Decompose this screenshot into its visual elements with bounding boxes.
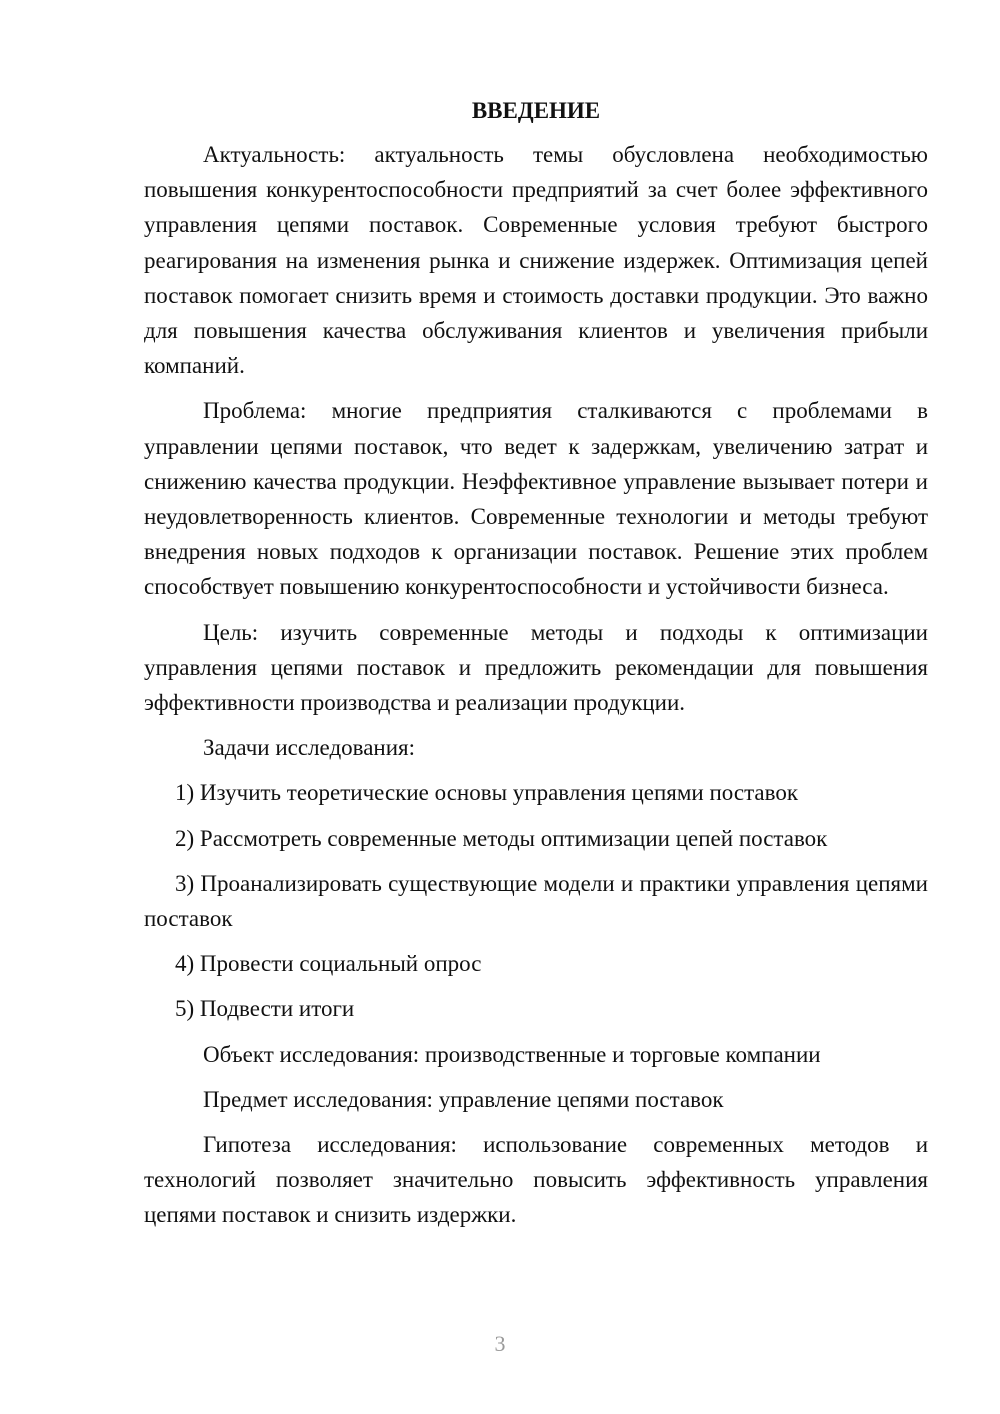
relevance-paragraph: Актуальность: актуальность темы обусловлена необходимостью повышения конкурентоспособности предприятий за счет более эффективного управления цепями поставок. Современные условия требуют быстрого реагирования на изменения рынка и снижение издержек. Оптимизация цепей поставок помогает снизить время и стоимость доставки продукции. Это важно для повышения качества обслуживания клиентов и увеличения прибыли компаний. (144, 142, 928, 379)
research-subject: Предмет исследования: управление цепями поставок (203, 1086, 724, 1112)
task-item: 5) Подвести итоги (175, 996, 355, 1022)
section-title: ВВЕДЕНИЕ (471, 98, 601, 123)
research-hypothesis: Гипотеза исследования: использование современных методов и технологий позволяет значительно повысить эффективность управления цепями поставок и снизить издержки. (144, 1132, 928, 1228)
page-number: 3 (494, 1331, 506, 1356)
task-item: 3) Проанализировать существующие модели и практики управления цепями поставок (144, 870, 928, 932)
goal-paragraph: Цель: изучить современные методы и подходы к оптимизации управления цепями поставок и предложить рекомендации для повышения эффективности производства и реализации продукции. (144, 619, 928, 716)
task-item: 4) Провести социальный опрос (175, 951, 482, 977)
tasks-heading: Задачи исследования: (203, 735, 416, 761)
problem-paragraph: Проблема: многие предприятия сталкиваются с проблемами в управлении цепями поставок, что ведет к задержкам, увеличению затрат и снижению качества продукции. Неэффективное управление вызывает потери и неудовлетворенность клиентов. Современные технологии и методы требуют внедрения новых подходов к организации поставок. Решение этих проблем способствует повышению конкурентоспособности и устойчивости бизнеса. (144, 398, 928, 600)
task-item: 2) Рассмотреть современные методы оптимизации цепей поставок (175, 825, 828, 851)
task-item: 1) Изучить теоретические основы управления цепями поставок (175, 780, 798, 806)
research-object: Объект исследования: производственные и торговые компании (203, 1041, 821, 1067)
document-body (144, 94, 928, 1243)
